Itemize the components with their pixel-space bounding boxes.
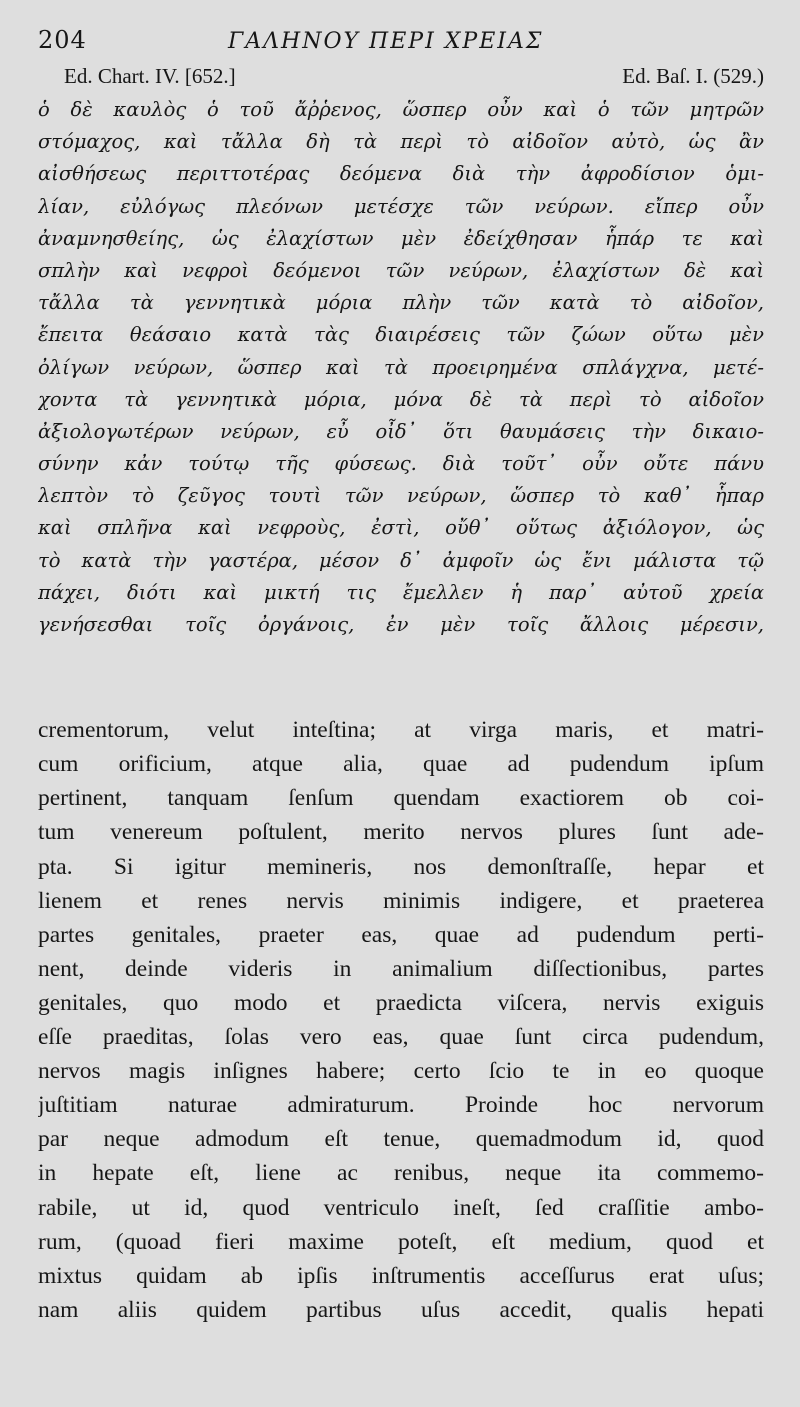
edition-references xyxy=(38,64,764,94)
greek-line: ἀξιολογωτέρων νεύρων, εὖ οἶδ᾽ ὅτι θαυμάσεις τὴν δικαιο- xyxy=(38,419,764,443)
greek-line: τὸ κατὰ τὴν γαστέρα, μέσον δ᾽ ἀμφοῖν ὡς ἔνι μάλιστα τῷ xyxy=(38,548,764,572)
greek-line: ἀναμνησθείης, ὡς ἐλαχίστων μὲν ἐδείχθησαν ἧπάρ τε καὶ xyxy=(38,226,764,250)
latin-line: lienem et renes nervis minimis indigere, et praeterea xyxy=(38,887,764,914)
section-gap xyxy=(38,641,764,713)
greek-line: ἔπειτα θεάσαιο κατὰ τὰς διαιρέσεις τῶν ζώων οὕτω μὲν xyxy=(38,323,764,347)
latin-line: nent, deinde videris in animalium diſſectionibus, partes xyxy=(38,955,764,982)
greek-line: λεπτὸν τὸ ζεῦγος τουτὶ τῶν νεύρων, ὥσπερ τὸ καθ᾽ ἧπαρ xyxy=(38,484,764,508)
greek-line: σύνην κἀν τούτῳ τῆς φύσεως. διὰ τοῦτ᾽ οὖν οὔτε πάνυ xyxy=(38,452,764,476)
latin-line: tum venereum poſtulent, merito nervos plures ſunt ade- xyxy=(38,819,764,846)
greek-text xyxy=(38,94,764,641)
latin-line: rum, (quoad fieri maxime poteſt, eſt medium, quod et xyxy=(38,1228,764,1255)
page-number: 204 xyxy=(38,26,87,54)
latin-line: pertinent, tanquam ſenſum quendam exactiorem ob coi- xyxy=(38,785,764,812)
greek-line: ὀλίγων νεύρων, ὥσπερ καὶ τὰ προειρημένα σπλάγχνα, μετέ- xyxy=(38,355,764,379)
greek-line: γενήσεσθαι τοῖς ὀργάνοις, ἐν μὲν τοῖς ἄλλοις μέρεσιν, xyxy=(38,613,764,636)
greek-line: αἰσθήσεως περιττοτέρας δεόμενα διὰ τὴν ἀφροδίσιον ὁμι- xyxy=(38,162,764,186)
greek-line: τἄλλα τὰ γεννητικὰ μόρια πλὴν τῶν κατὰ τὸ αἰδοῖον, xyxy=(38,291,764,315)
greek-line: καὶ σπλῆνα καὶ νεφροὺς, ἐστὶ, οὔθ᾽ οὕτως ἀξιόλογον, ὡς xyxy=(38,516,764,540)
latin-line: genitales, quo modo et praedicta viſcera, nervis exiguis xyxy=(38,989,764,1016)
running-title: ΓΑΛΗΝΟΥ ΠΕΡΙ ΧΡΕΙΑΣ xyxy=(228,29,544,54)
latin-line: pta. Si igitur memineris, nos demonſtraſſe, hepar et xyxy=(38,853,764,880)
greek-line: στόμαχος, καὶ τἄλλα δὴ τὰ περὶ τὸ αἰδοῖον αὐτὸ, ὡς ἂν xyxy=(38,130,764,154)
greek-line: ὁ δὲ καυλὸς ὁ τοῦ ἄῤῥενος, ὥσπερ οὖν καὶ ὁ τῶν μητρῶν xyxy=(38,98,764,121)
greek-line: λίαν, εὐλόγως πλεόνων μετέσχε τῶν νεύρων. εἴπερ οὖν xyxy=(38,194,764,218)
edition-chartier: Ed. Chart. IV. [652.] xyxy=(64,64,236,88)
greek-line: χοντα τὰ γεννητικὰ μόρια, μόνα δὲ τὰ περὶ τὸ αἰδοῖον xyxy=(38,387,764,411)
latin-line: partes genitales, praeter eas, quae ad pudendum perti- xyxy=(38,921,764,948)
latin-line: in hepate eſt, liene ac renibus, neque ita commemo- xyxy=(38,1160,764,1187)
greek-line: πάχει, διότι καὶ μικτή τις ἔμελλεν ἡ παρ᾽ αὐτοῦ χρεία xyxy=(38,580,764,604)
latin-line: nam aliis quidem partibus uſus accedit, qualis hepati xyxy=(38,1296,764,1323)
page-header xyxy=(38,26,764,64)
latin-line: eſſe praeditas, ſolas vero eas, quae ſunt circa pudendum, xyxy=(38,1024,764,1051)
latin-line: rabile, ut id, quod ventriculo ineſt, ſed craſſitie ambo- xyxy=(38,1194,764,1221)
latin-text xyxy=(38,713,764,1327)
latin-line: mixtus quidam ab ipſis inſtrumentis acceſſurus erat uſus; xyxy=(38,1262,764,1289)
edition-basel: Ed. Baſ. I. (529.) xyxy=(622,64,764,88)
latin-line: juſtitiam naturae admiraturum. Proinde hoc nervorum xyxy=(38,1092,764,1119)
latin-line: crementorum, velut inteſtina; at virga maris, et matri- xyxy=(38,717,764,744)
latin-line: nervos magis inſignes habere; certo ſcio te in eo quoque xyxy=(38,1058,764,1085)
greek-line: σπλὴν καὶ νεφροὶ δεόμενοι τῶν νεύρων, ἐλαχίστων δὲ καὶ xyxy=(38,258,764,282)
latin-line: par neque admodum eſt tenue, quemadmodum id, quod xyxy=(38,1126,764,1153)
latin-line: cum orificium, atque alia, quae ad pudendum ipſum xyxy=(38,751,764,778)
